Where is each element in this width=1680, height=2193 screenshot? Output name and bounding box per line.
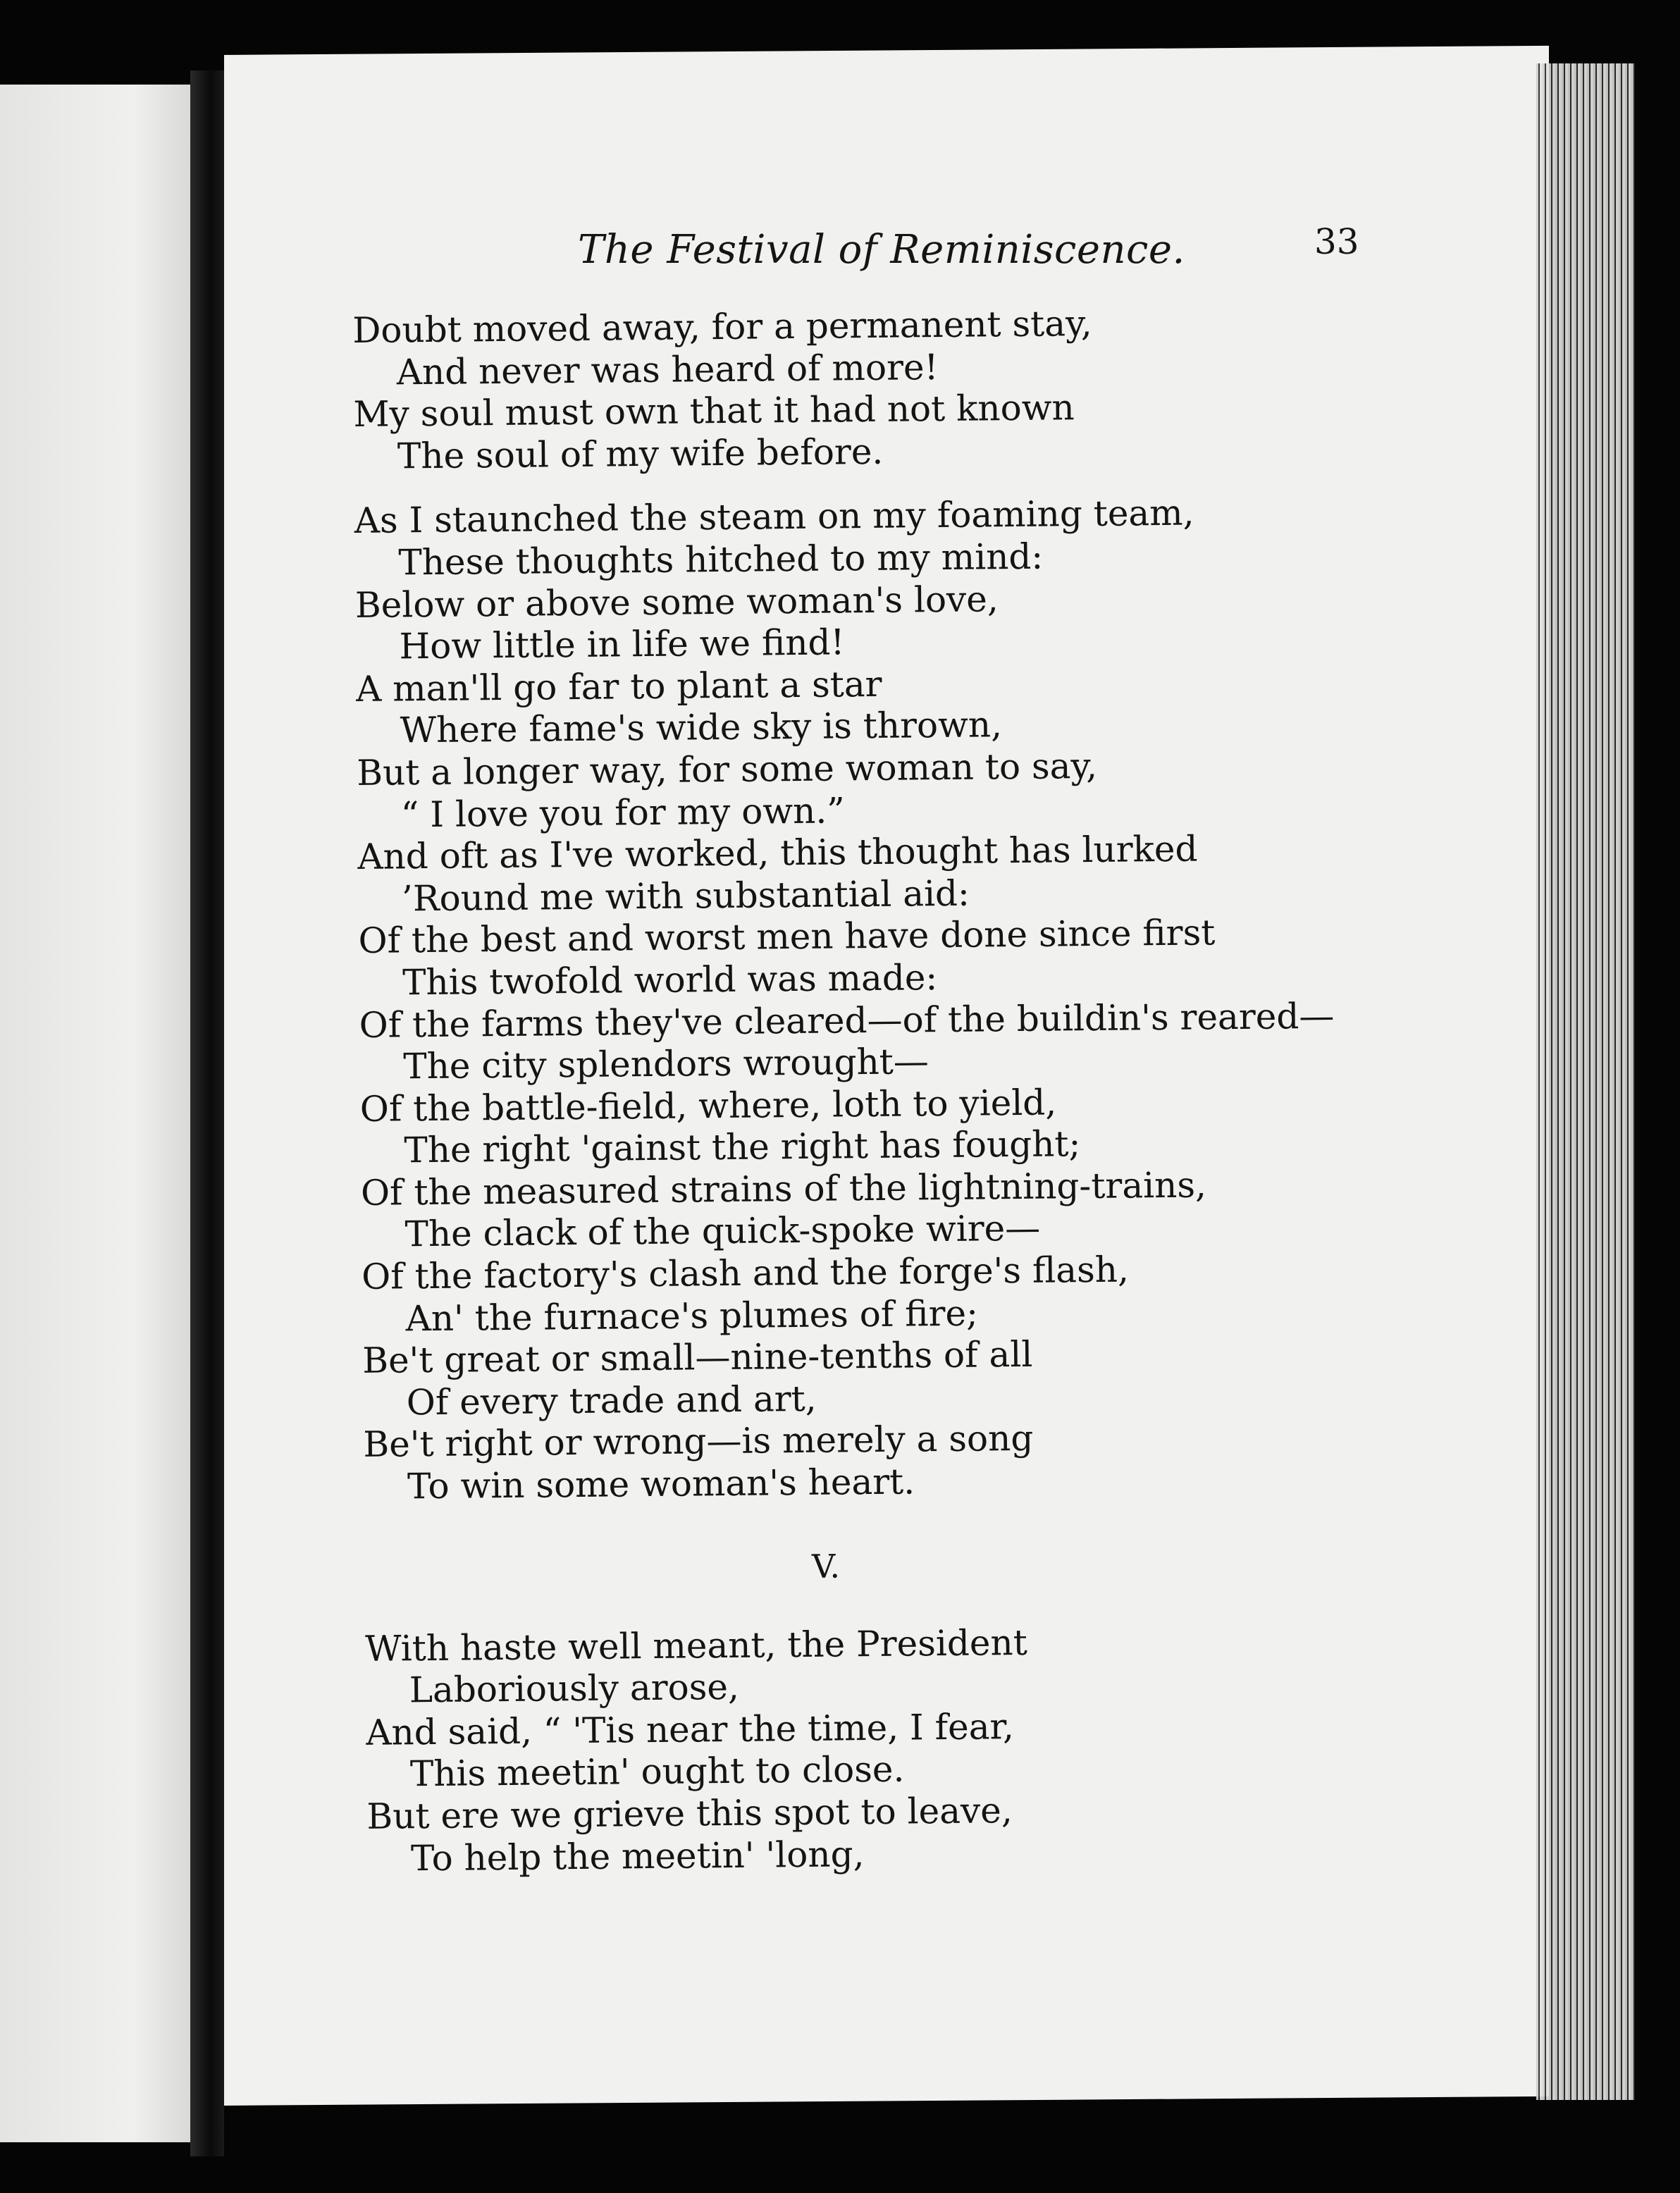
- left-facing-page: [0, 85, 190, 2142]
- poem-line: Be't right or wrong—is merely a song: [363, 1418, 1034, 1466]
- stanza: [354, 491, 1365, 1509]
- poem-line: ’Round me with substantial aid:: [401, 872, 970, 920]
- poem-line: A man'll go far to plant a star: [355, 663, 882, 710]
- poem-line: The city splendors wrought—: [403, 1041, 929, 1087]
- poem-line: How little in life we find!: [399, 622, 845, 667]
- poem-text: [352, 300, 1368, 1880]
- page-edges: [1536, 63, 1635, 2100]
- poem-line: The soul of my wife before.: [397, 431, 884, 477]
- poem-line: Of the farms they've cleared—of the buildin's reared—: [359, 995, 1335, 1046]
- poem-line: This meetin' ought to close.: [409, 1748, 905, 1795]
- poem-line: An' the furnace's plumes of fire;: [405, 1292, 979, 1339]
- poem-line: To help the meetin' 'long,: [410, 1833, 865, 1879]
- poem-line: As I staunched the steam on my foaming team,: [354, 492, 1194, 542]
- poem-line: But ere we grieve this spot to leave,: [366, 1790, 1013, 1837]
- book-gutter: [190, 70, 224, 2156]
- poem-line: Doubt moved away, for a permanent stay,: [352, 302, 1092, 351]
- poem-line: Laboriously arose,: [409, 1667, 740, 1711]
- poem-line: “ I love you for my own.”: [400, 789, 846, 835]
- poem-line: But a longer way, for some woman to say,: [357, 745, 1098, 793]
- section-numeral: V.: [811, 1547, 841, 1586]
- poem-line: To win some woman's heart.: [407, 1461, 915, 1507]
- poem-line: This twofold world was made:: [402, 956, 938, 1003]
- poem-line: Of every trade and art,: [406, 1378, 817, 1423]
- poem-line: Below or above some woman's love,: [354, 578, 999, 626]
- running-title: The Festival of Reminiscence.: [578, 227, 1185, 273]
- poem-line: My soul must own that it had not known: [353, 387, 1075, 435]
- poem-line: And never was heard of more!: [396, 346, 939, 393]
- poem-line: These thoughts hitched to my mind:: [398, 536, 1044, 583]
- poem-line: Of the measured strains of the lightning-trains,: [360, 1164, 1207, 1213]
- stanza: [352, 300, 1354, 478]
- poem-line: With haste well meant, the President: [364, 1621, 1028, 1669]
- poem-line: Of the factory's clash and the forge's flash,: [361, 1249, 1130, 1297]
- poem-line: Of the best and worst men have done since first: [358, 912, 1216, 962]
- poem-line: Be't great or small—nine-tenths of all: [362, 1334, 1033, 1382]
- poem-line: And said, “ 'Tis near the time, I fear,: [366, 1705, 1015, 1753]
- poem-line: The clack of the quick-spoke wire—: [404, 1208, 1041, 1255]
- page-number: 33: [1314, 221, 1359, 262]
- stanza: [365, 1619, 1368, 1880]
- page-header: [578, 221, 1367, 276]
- poem-line: And oft as I've worked, this thought has lurked: [357, 828, 1198, 878]
- poem-line: Of the battle-field, where, loth to yield,: [359, 1082, 1057, 1130]
- poem-line: The right 'gainst the right has fought;: [404, 1123, 1081, 1171]
- poem-line: Where fame's wide sky is thrown,: [400, 704, 1003, 751]
